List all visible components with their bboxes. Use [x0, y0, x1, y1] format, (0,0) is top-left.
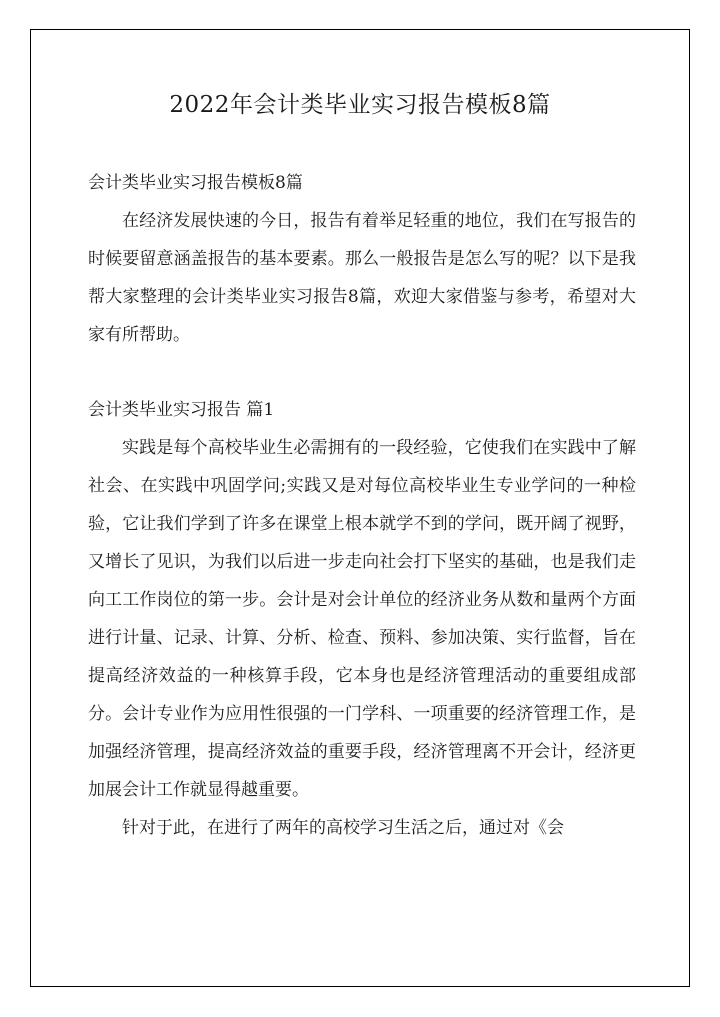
intro-paragraph-block [88, 202, 636, 354]
section-1-paragraph-2: 针对于此，在进行了两年的高校学习生活之后，通过对《会 [122, 818, 564, 838]
document-subtitle: 会计类毕业实习报告模板8篇 [88, 173, 303, 193]
section-1-body [88, 429, 636, 847]
document-title: 2022年会计类毕业实习报告模板8篇 [169, 92, 551, 118]
section-1-paragraph-1: 实践是每个高校毕业生必需拥有的一段经验，它使我们在实践中了解社会、在实践中巩固学问;实践又是对每位高校毕业生专业学问的一种检验，它让我们学到了许多在课堂上根本就学不到的学问，既开阔了视野，又增长了见识，为我们以后进一步走向社会打下坚实的基础，也是我们走向工工作岗位的第一步。会计是对会计单位的经济业务从数和量两个方面进行计量、记录、计算、分析、检查、预料、参加决策、实行监督，旨在提高经济效益的一种核算手段，它本身也是经济管理活动的重要组成部分。会计专业作为应用性很强的一门学科、一项重要的经济管理工作，是加强经济管理，提高经济效益的重要手段，经济管理离不开会计，经济更加展会计工作就显得越重要。 [88, 438, 636, 800]
intro-paragraph: 在经济发展快速的今日，报告有着举足轻重的地位，我们在写报告的时候要留意涵盖报告的基本要素。那么一般报告是怎么写的呢？以下是我帮大家整理的会计类毕业实习报告8篇，欢迎大家借鉴与参考，希望对大家有所帮助。 [88, 211, 636, 345]
section-1-heading: 会计类毕业实习报告 篇1 [88, 400, 275, 420]
